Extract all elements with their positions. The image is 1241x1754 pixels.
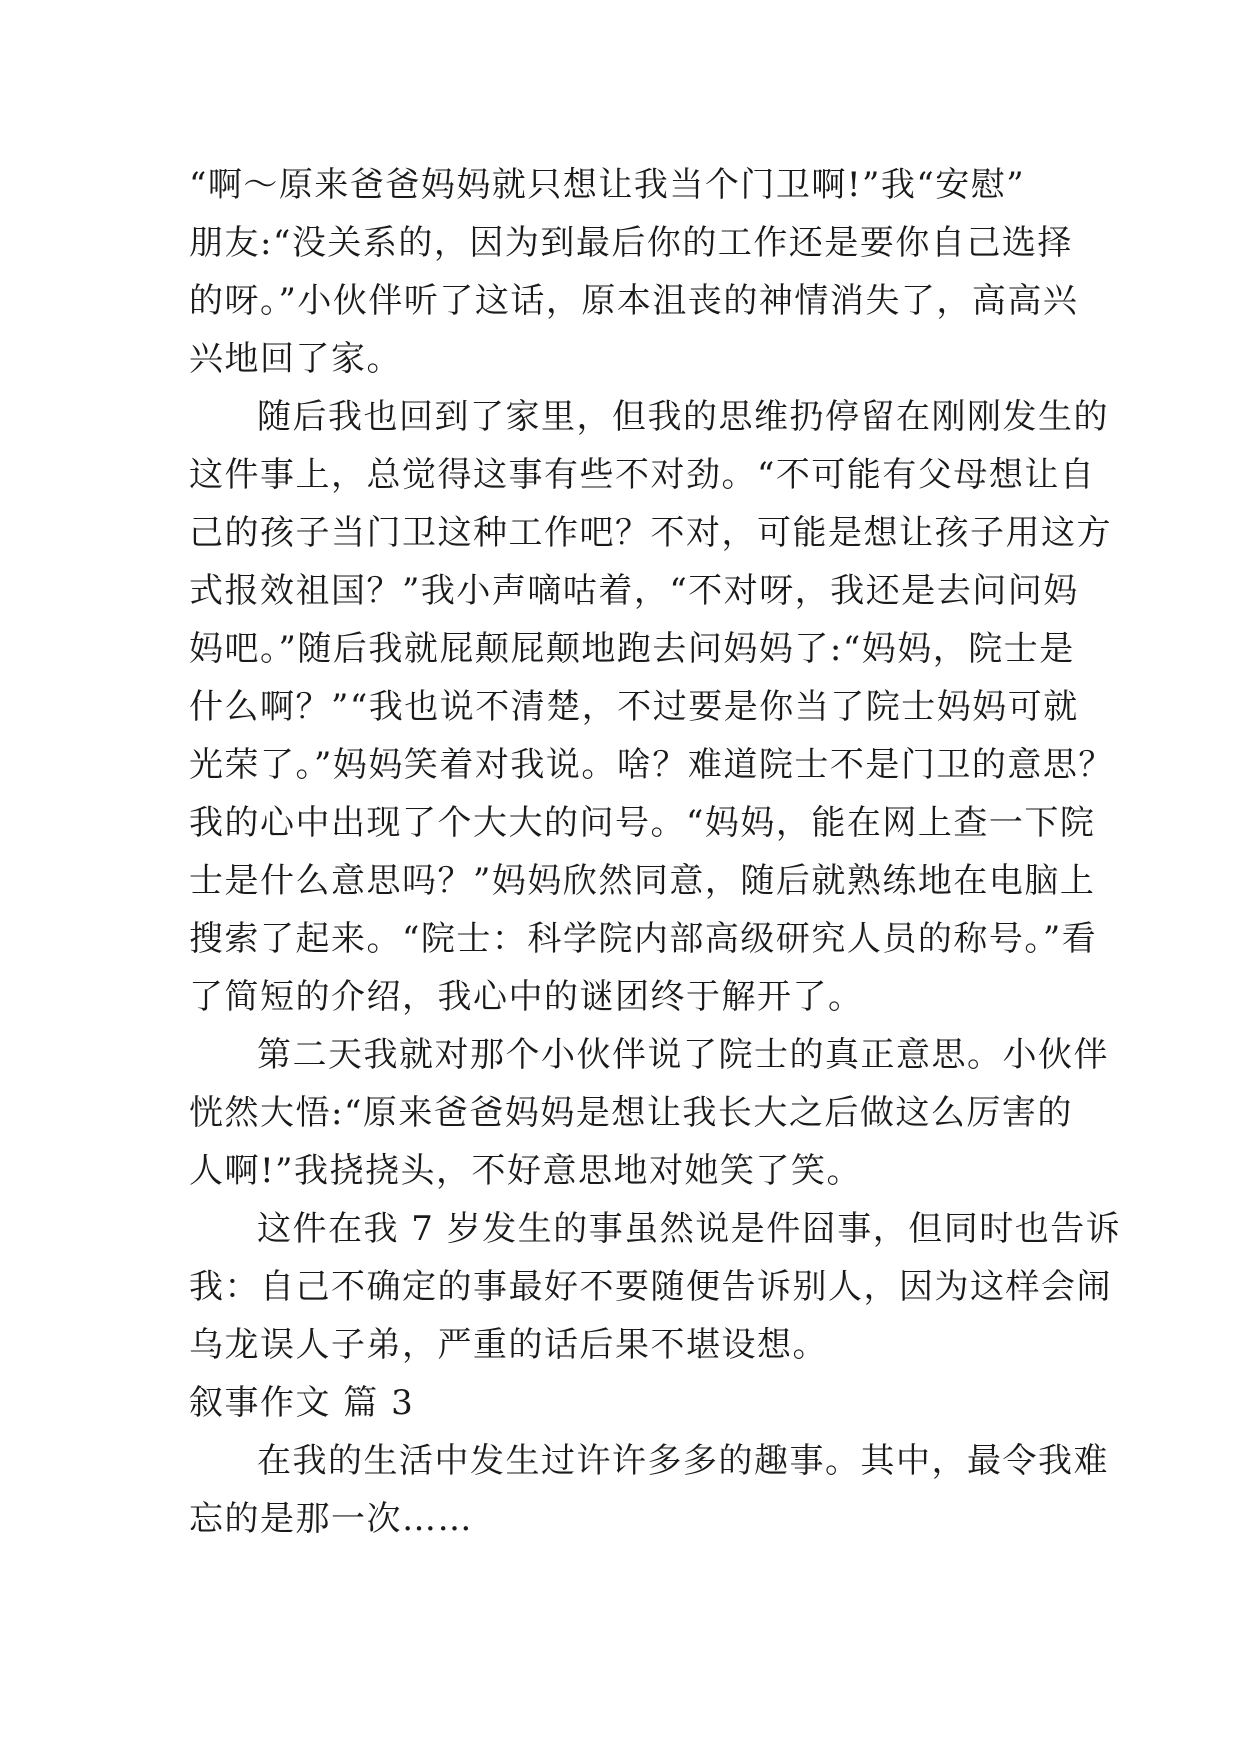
text-line: 式报效祖国？”我小声嘀咕着，“不对呀，我还是去问问妈 (189, 571, 1079, 611)
text-line: 朋友:“没关系的，因为到最后你的工作还是要你自己选择 (189, 223, 1073, 263)
text-line: 了简短的介绍，我心中的谜团终于解开了。 (189, 977, 864, 1017)
text-line: 己的孩子当门卫这种工作吧？不对，可能是想让孩子用这方 (189, 513, 1112, 553)
text-line: 的呀。”小伙伴听了这话，原本沮丧的神情消失了，高高兴 (189, 281, 1079, 321)
paragraph-4 (189, 1200, 1122, 1374)
text-line: 我：自己不确定的事最好不要随便告诉别人，因为这样会闹 (189, 1267, 1112, 1307)
paragraph-1 (189, 156, 1079, 388)
text-line: 妈吧。”随后我就屁颠屁颠地跑去问妈妈了:“妈妈，院士是 (189, 629, 1075, 669)
text-line: 光荣了。”妈妈笑着对我说。啥？难道院士不是门卫的意思？ (189, 745, 1114, 785)
text-line: 我的心中出现了个大大的问号。“妈妈，能在网上查一下院 (189, 803, 1096, 843)
text-line: 这件事上，总觉得这事有些不对劲。“不可能有父母想让自 (189, 455, 1096, 495)
text-line: 这件在我 7 岁发生的事虽然说是件囧事，但同时也告诉 (257, 1209, 1122, 1249)
text-line: 随后我也回到了家里，但我的思维扔停留在刚刚发生的 (257, 397, 1109, 437)
section-heading: 叙事作文 篇 3 (189, 1383, 415, 1423)
text-line: 什么啊？”“我也说不清楚，不过要是你当了院士妈妈可就 (189, 687, 1079, 727)
text-line: “啊～原来爸爸妈妈就只想让我当个门卫啊!”我“安慰” (189, 165, 1026, 205)
text-line: 第二天我就对那个小伙伴说了院士的真正意思。小伙伴 (257, 1035, 1109, 1075)
paragraph-2 (189, 388, 1114, 1026)
document-body (189, 156, 1122, 1548)
paragraph-5 (189, 1432, 1109, 1548)
text-line: 忘的是那一次…… (189, 1499, 473, 1539)
text-line: 人啊!”我挠挠头，不好意思地对她笑了笑。 (189, 1151, 863, 1191)
text-line: 恍然大悟:“原来爸爸妈妈是想让我长大之后做这么厉害的 (189, 1093, 1073, 1133)
text-line: 士是什么意思吗？”妈妈欣然同意，随后就熟练地在电脑上 (189, 861, 1096, 901)
text-line: 兴地回了家。 (189, 339, 402, 379)
text-line: 搜索了起来。“院士：科学院内部高级研究人员的称号。”看 (189, 919, 1098, 959)
text-line: 在我的生活中发生过许许多多的趣事。其中，最令我难 (257, 1441, 1109, 1481)
text-line: 乌龙误人子弟，严重的话后果不堪设想。 (189, 1325, 828, 1365)
paragraph-3 (189, 1026, 1109, 1200)
